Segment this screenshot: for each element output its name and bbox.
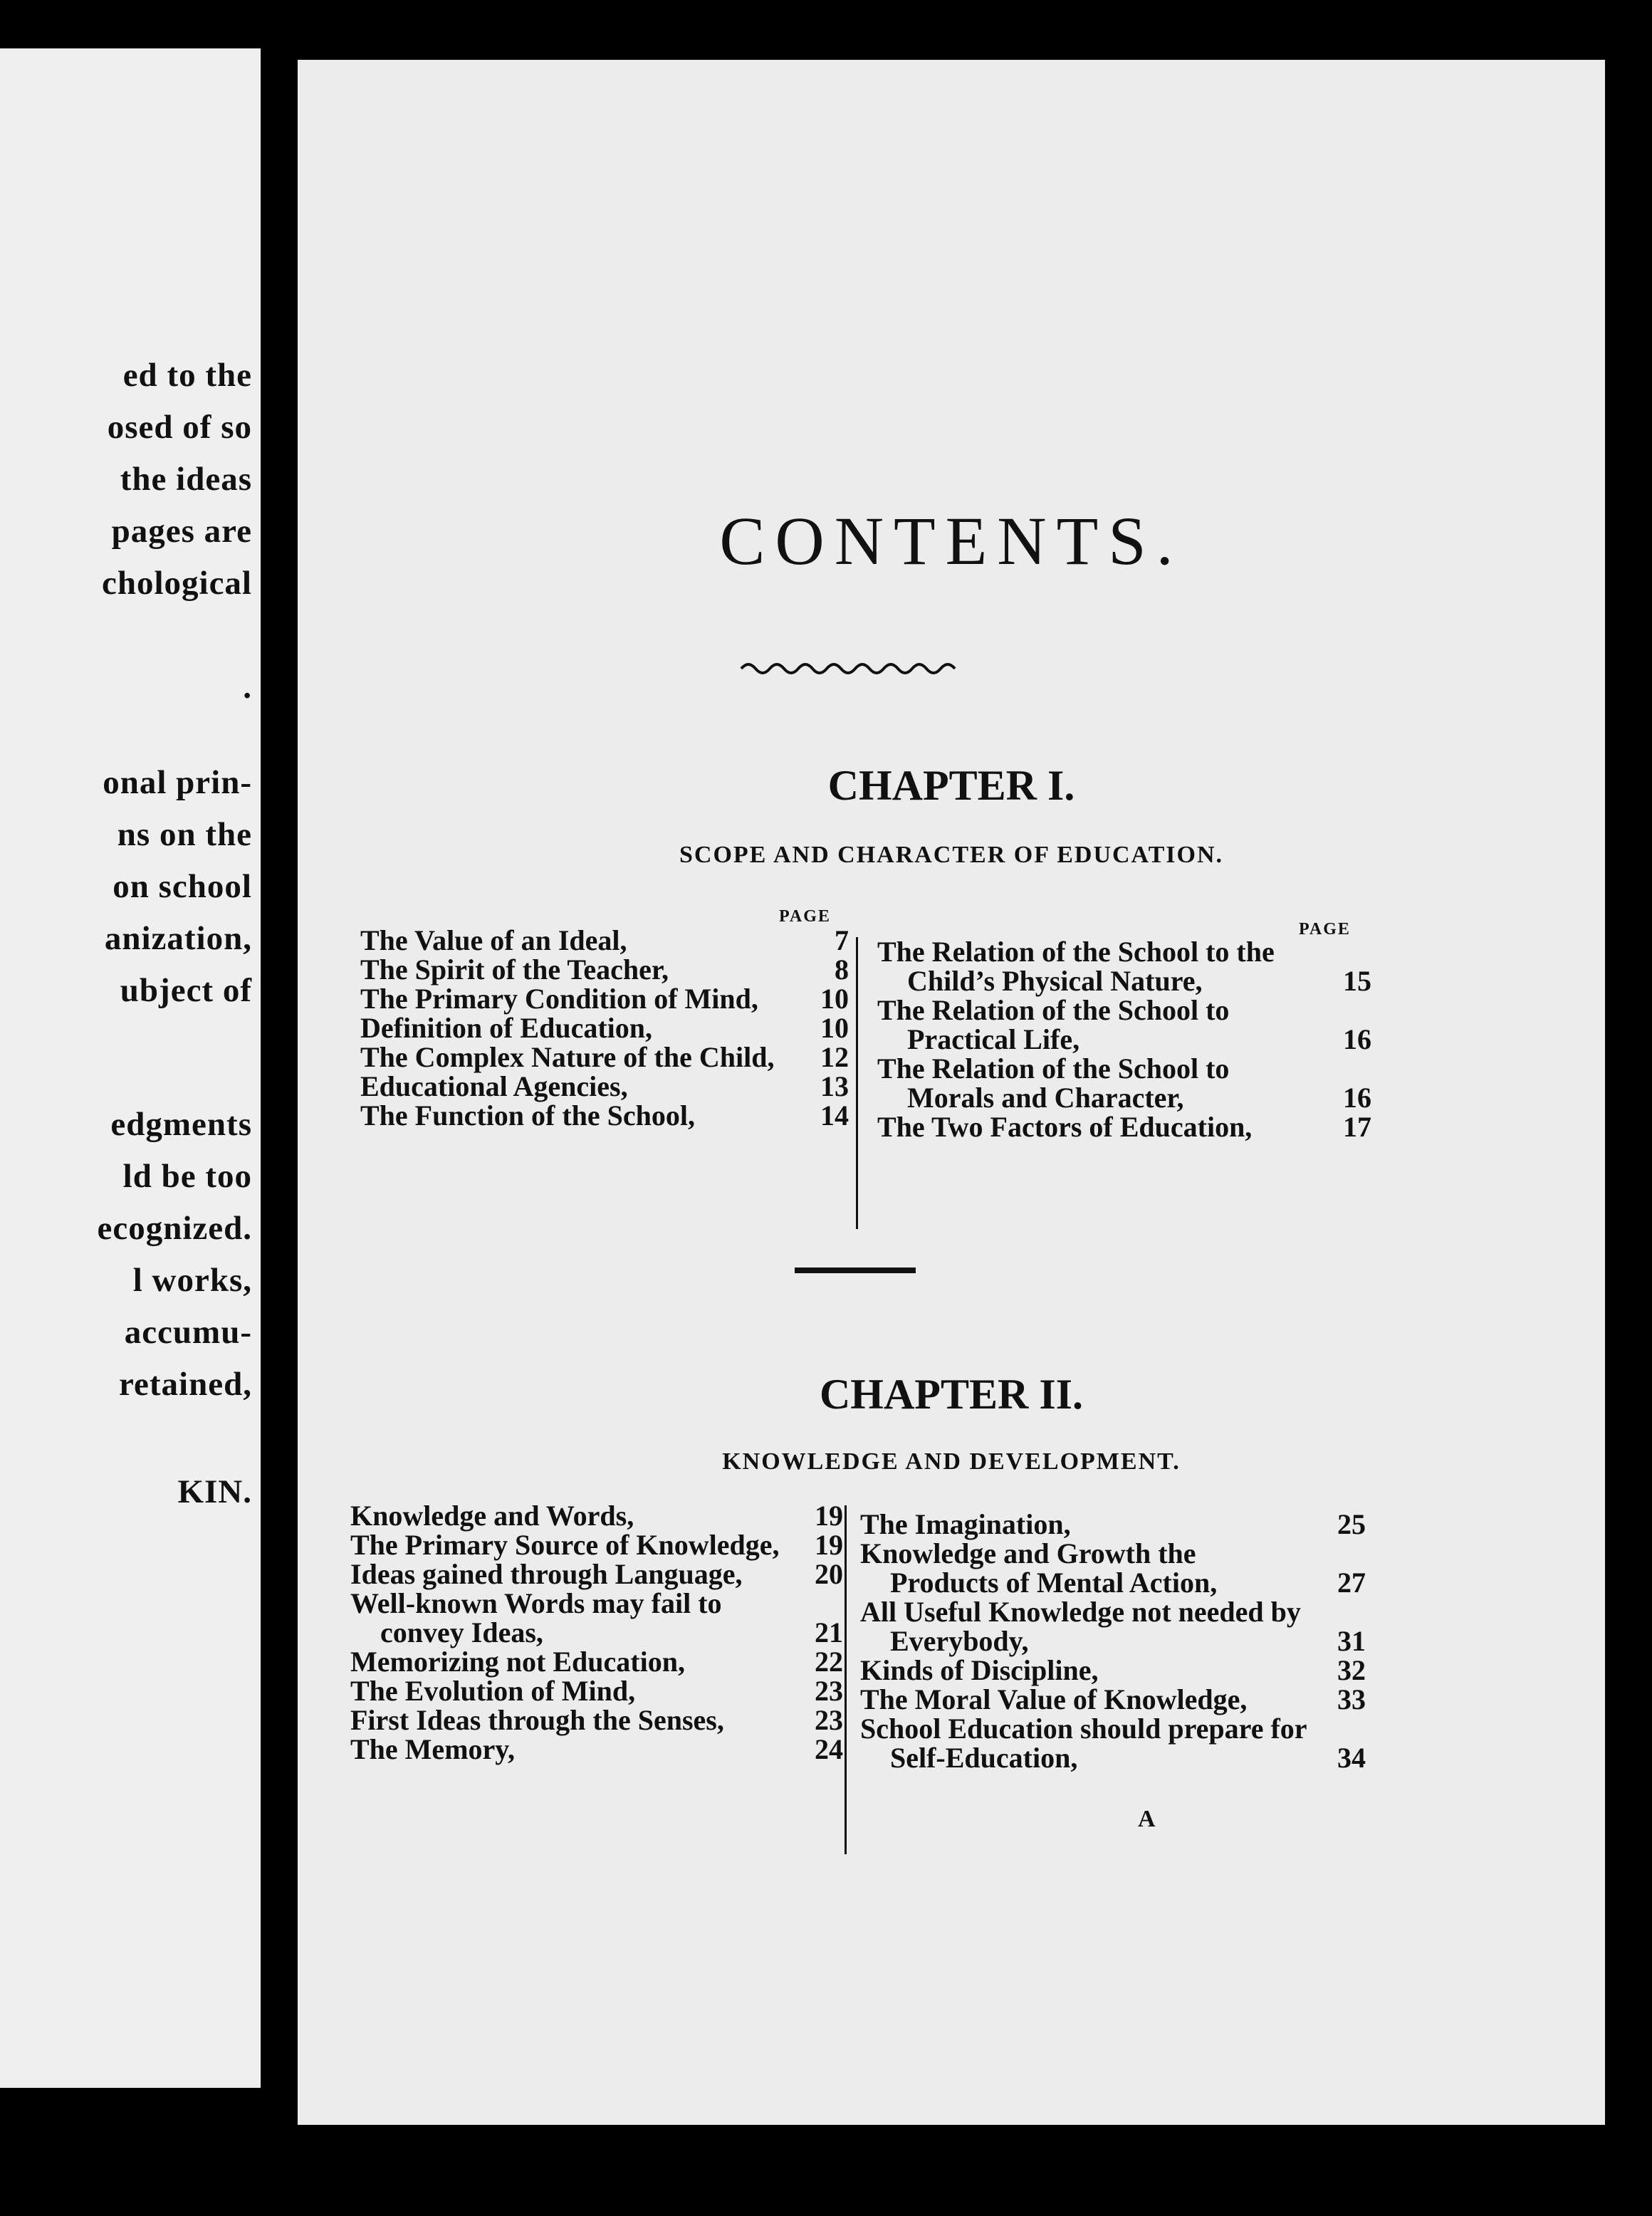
left-page-text-line: the ideas xyxy=(120,461,252,498)
left-page-text-line: osed of so xyxy=(107,409,252,446)
left-page-text-line: ns on the xyxy=(117,816,252,853)
page-column-label: PAGE xyxy=(779,907,831,926)
toc-entry-title: The Memory, xyxy=(350,1733,516,1765)
toc-entry-page: 34 xyxy=(1337,1742,1366,1774)
toc-entry-title: School Education should prepare for Self-Education, xyxy=(860,1713,1307,1774)
toc-entry xyxy=(360,1072,849,1101)
toc-entry-title: Ideas gained through Language, xyxy=(350,1558,743,1590)
toc-entry-title: First Ideas through the Senses, xyxy=(350,1704,724,1736)
toc-entry-page: 10 xyxy=(820,1012,849,1044)
toc-entry xyxy=(360,984,849,1013)
toc-entry-page: 10 xyxy=(820,983,849,1015)
chapter-1-subtitle: SCOPE AND CHARACTER OF EDUCATION. xyxy=(679,842,1223,868)
toc-entry-page: 12 xyxy=(820,1041,849,1073)
contents-page xyxy=(298,60,1605,2125)
left-page-text-line: chological xyxy=(101,565,252,602)
chapter-1-right-column xyxy=(877,937,1371,1141)
ornament-squiggle-icon xyxy=(738,658,966,679)
page-title: CONTENTS. xyxy=(719,503,1183,579)
toc-entry-page: 8 xyxy=(835,953,849,986)
toc-entry-page: 13 xyxy=(820,1070,849,1102)
toc-entry xyxy=(860,1685,1366,1714)
toc-entry-title: Knowledge and Words, xyxy=(350,1500,634,1532)
toc-entry xyxy=(860,1539,1366,1597)
toc-entry-page: 22 xyxy=(815,1646,843,1678)
toc-entry xyxy=(860,1597,1366,1656)
toc-entry xyxy=(360,926,849,955)
toc-entry-page: 7 xyxy=(835,924,849,956)
toc-entry-page: 17 xyxy=(1343,1111,1371,1143)
toc-entry-title: Kinds of Discipline, xyxy=(860,1654,1099,1686)
left-page-text-line: l works, xyxy=(132,1262,252,1299)
toc-entry xyxy=(877,1112,1371,1141)
toc-entry-title: Memorizing not Education, xyxy=(350,1646,685,1678)
toc-entry xyxy=(360,1101,849,1130)
toc-entry-page: 21 xyxy=(815,1616,843,1648)
left-page-text-line: onal prin- xyxy=(103,764,252,801)
toc-entry-page: 23 xyxy=(815,1675,843,1707)
toc-entry xyxy=(860,1510,1366,1539)
toc-entry-title: Definition of Education, xyxy=(360,1012,653,1044)
toc-entry-page: 14 xyxy=(820,1099,849,1131)
toc-entry-page: 16 xyxy=(1343,1082,1371,1114)
left-page-text-line: KIN. xyxy=(177,1473,252,1510)
toc-entry-page: 25 xyxy=(1337,1508,1366,1540)
left-page-text-line: retained, xyxy=(119,1366,252,1403)
left-page-text-line: ubject of xyxy=(120,972,252,1009)
toc-entry-title: The Two Factors of Education, xyxy=(877,1111,1253,1143)
toc-entry xyxy=(350,1559,843,1589)
toc-entry xyxy=(350,1501,843,1530)
toc-entry-page: 16 xyxy=(1343,1023,1371,1055)
toc-entry xyxy=(350,1676,843,1705)
toc-entry-title: The Relation of the School to Practical Life, xyxy=(877,994,1230,1055)
toc-entry-title: All Useful Knowledge not needed by Everybody, xyxy=(860,1596,1301,1657)
toc-entry xyxy=(360,1042,849,1072)
left-page-text-line: pages are xyxy=(111,513,252,550)
left-page-text-line: on school xyxy=(113,868,252,905)
toc-entry-page: 15 xyxy=(1343,965,1371,997)
left-page-text-line: ed to the xyxy=(122,357,252,394)
left-page-text-line: . xyxy=(243,669,252,706)
toc-entry-page: 23 xyxy=(815,1704,843,1736)
toc-entry-title: Well-known Words may fail to convey Ideas, xyxy=(350,1587,722,1648)
left-page-text-line: anization, xyxy=(104,920,252,957)
left-page-text-line: edgments xyxy=(110,1106,252,1143)
toc-entry-title: The Imagination, xyxy=(860,1508,1071,1540)
chapter-1-left-column xyxy=(360,926,849,1130)
toc-entry-title: The Evolution of Mind, xyxy=(350,1675,636,1707)
toc-entry-page: 20 xyxy=(815,1558,843,1590)
toc-entry-page: 24 xyxy=(815,1733,843,1765)
toc-entry xyxy=(350,1735,843,1764)
signature-mark: A xyxy=(1138,1806,1156,1832)
toc-entry xyxy=(360,955,849,984)
toc-entry-page: 32 xyxy=(1337,1654,1366,1686)
page-column-label: PAGE xyxy=(1299,920,1351,939)
toc-entry-title: The Primary Source of Knowledge, xyxy=(350,1529,780,1561)
toc-entry-page: 27 xyxy=(1337,1567,1366,1599)
column-rule xyxy=(856,937,858,1229)
toc-entry xyxy=(350,1705,843,1735)
left-page-text-line: ld be too xyxy=(122,1158,252,1195)
toc-entry-page: 31 xyxy=(1337,1625,1366,1657)
chapter-2-right-column xyxy=(860,1510,1366,1772)
column-rule xyxy=(845,1505,847,1854)
toc-entry xyxy=(877,995,1371,1054)
toc-entry xyxy=(860,1656,1366,1685)
chapter-1-heading: CHAPTER I. xyxy=(827,762,1075,809)
toc-entry-title: The Function of the School, xyxy=(360,1099,696,1131)
left-page-text-line: ecognized. xyxy=(97,1210,252,1247)
toc-entry-page: 33 xyxy=(1337,1683,1366,1715)
left-page-text-line: accumu- xyxy=(124,1314,252,1351)
toc-entry-page: 19 xyxy=(815,1500,843,1532)
toc-entry-title: The Spirit of the Teacher, xyxy=(360,953,669,986)
chapter-2-heading: CHAPTER II. xyxy=(819,1371,1084,1418)
toc-entry-title: The Relation of the School to the Child’s Physical Nature, xyxy=(877,936,1275,997)
toc-entry-title: The Relation of the School to Morals and Character, xyxy=(877,1052,1230,1114)
toc-entry-title: The Value of an Ideal, xyxy=(360,924,627,956)
toc-entry-page: 19 xyxy=(815,1529,843,1561)
toc-entry xyxy=(877,1054,1371,1112)
chapter-2-subtitle: KNOWLEDGE AND DEVELOPMENT. xyxy=(722,1448,1181,1475)
left-page-fragment xyxy=(0,48,261,2088)
toc-entry xyxy=(350,1589,843,1647)
toc-entry xyxy=(350,1647,843,1676)
chapter-2-left-column xyxy=(350,1501,843,1764)
toc-entry-title: Educational Agencies, xyxy=(360,1070,628,1102)
toc-entry xyxy=(860,1714,1366,1772)
toc-entry-title: The Complex Nature of the Child, xyxy=(360,1041,775,1073)
toc-entry xyxy=(877,937,1371,995)
toc-entry-title: Knowledge and Growth the Products of Mental Action, xyxy=(860,1537,1218,1599)
chapter-divider xyxy=(795,1268,916,1273)
toc-entry-title: The Primary Condition of Mind, xyxy=(360,983,758,1015)
toc-entry-title: The Moral Value of Knowledge, xyxy=(860,1683,1248,1715)
toc-entry xyxy=(360,1013,849,1042)
toc-entry xyxy=(350,1530,843,1559)
